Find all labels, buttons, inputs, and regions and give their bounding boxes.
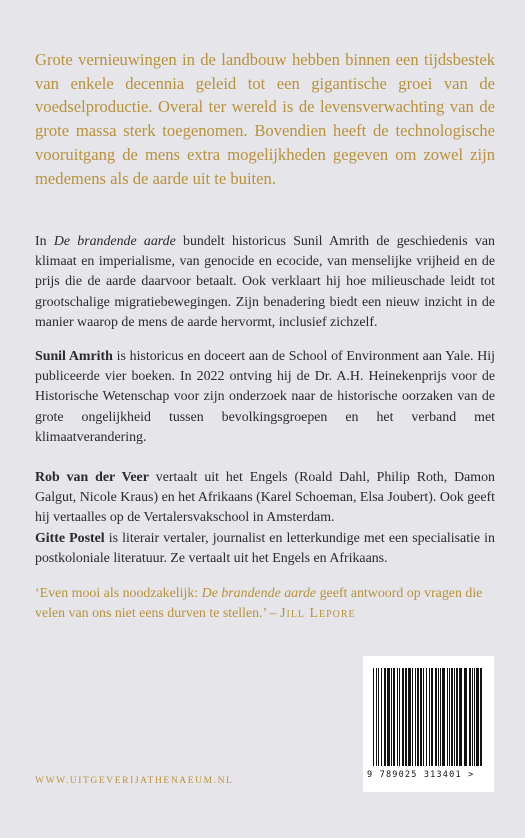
translator-1-name: Rob van der Veer bbox=[35, 470, 149, 485]
author-bio bbox=[35, 347, 495, 448]
book-title: De brandende aarde bbox=[53, 234, 176, 249]
blurb-text: bundelt historicus Sunil Amrith de geschiedenis van klimaat en imperialisme, van genocide en ecocide, van menselijke vrijheid en de prijs die de aarde daarvoor betaalt. Ook verklaart hij hoe milieuschade leidt tot grootschalige migratiebewegingen. Zijn benadering biedt een nieuw inzicht in de manier waarop de mens de aarde hervormt, inclusief zichzelf. bbox=[35, 234, 495, 330]
quote-book-title: De brandende aarde bbox=[201, 586, 317, 601]
translator-2-text: is literair vertaler, journalist en letterkundige met een specialisatie in postkoloniale literatuur. Ze vertaalt uit het Engels en Afrikaans. bbox=[35, 530, 495, 566]
intro-paragraph bbox=[35, 48, 495, 190]
blurb-prefix: In bbox=[35, 234, 54, 249]
isbn-barcode bbox=[363, 656, 494, 792]
blurb-paragraph bbox=[35, 232, 495, 333]
quote-text: geeft antwoord op vragen die velen van ons niet eens durven te stellen.’ – bbox=[35, 586, 483, 622]
translator-2-name: Gitte Postel bbox=[35, 530, 105, 546]
barcode-bars bbox=[369, 668, 488, 768]
isbn-number: 9 789025 313401 > bbox=[367, 770, 475, 780]
translator-bios bbox=[35, 468, 495, 569]
translator-1-text: vertaalt uit het Engels (Roald Dahl, Philip Roth, Damon Galgut, Nicole Kraus) en het Afrikaans (Karel Schoeman, Elsa Joubert). Ook geeft hij vertaalles op de Vertalersvakschool in Amsterdam. bbox=[35, 470, 495, 526]
quote-open: ‘Even mooi als noodzakelijk: bbox=[35, 586, 202, 601]
review-quote bbox=[35, 584, 495, 624]
publisher-website: WWW.UITGEVERIJATHENAEUM.NL bbox=[35, 776, 234, 786]
author-bio-text: is historicus en doceert aan de School of Environment aan Yale. Hij publiceerde vier boeken. In 2022 ontving hij de Dr. A.H. Heinekenprijs voor de Historische Wetenschap voor zijn onderzoek naar de historische oorzaken van de grote ongelijkheid tussen bevolkingsgroepen en het verband met klimaatverandering. bbox=[35, 349, 495, 445]
author-name: Sunil Amrith bbox=[35, 349, 113, 364]
quote-attribution: Jill Lepore bbox=[280, 606, 356, 622]
intro-text: Grote vernieuwingen in de landbouw hebben binnen een tijdsbestek van enkele decennia geleid tot een gigantische groei van de voedselproductie. Overal ter wereld is de levensverwachting van de grote massa sterk toegenomen. Bovendien heeft de technologische vooruitgang de mens extra mogelijkheden gegeven om zowel zijn medemens als de aarde uit te buiten. bbox=[35, 50, 495, 188]
